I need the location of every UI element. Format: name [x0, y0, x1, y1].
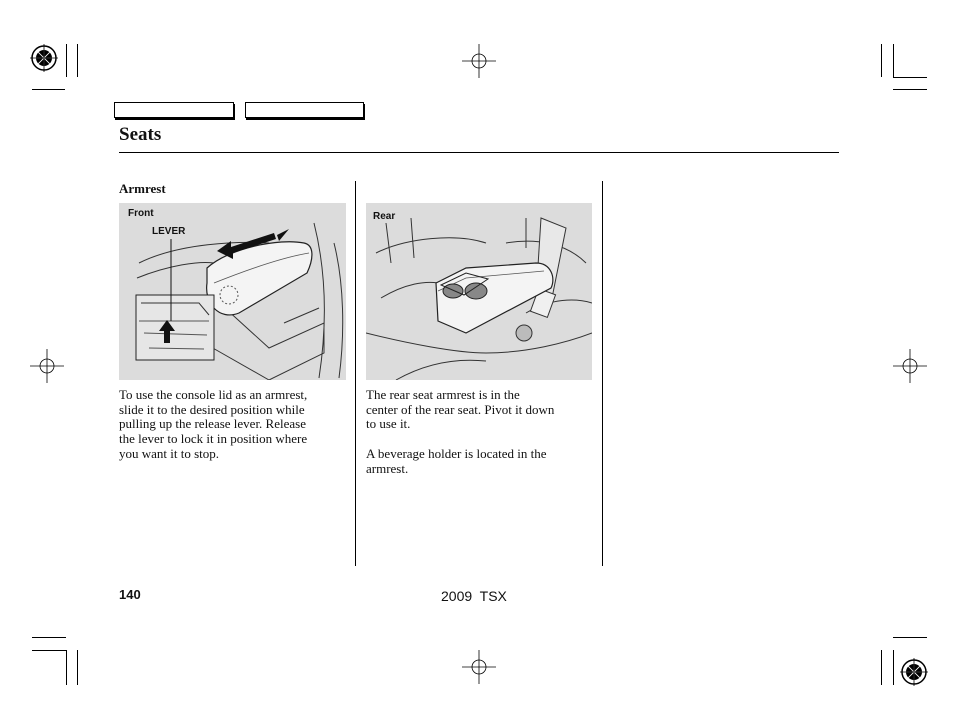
registration-mark-icon: [900, 658, 928, 686]
rear-armrest-text: [366, 388, 598, 432]
crosshair-icon: [30, 349, 64, 383]
text-line: to use it.: [366, 416, 411, 432]
crop-mark-icon: [32, 650, 66, 651]
crop-mark-icon: [77, 44, 78, 77]
text-line: you want it to stop.: [119, 445, 220, 461]
header-tab-right: [245, 102, 364, 118]
rear-armrest-figure: [366, 203, 592, 380]
header-tab-left: [114, 102, 234, 118]
crop-mark-icon: [893, 44, 894, 77]
text-line: A beverage holder is located in the: [366, 446, 547, 461]
lever-label: LEVER: [152, 226, 186, 237]
text-line: slide it to the desired position while: [119, 401, 305, 417]
crop-mark-icon: [893, 77, 927, 78]
crop-mark-icon: [881, 44, 882, 77]
page-title: Seats: [119, 124, 162, 145]
page-number: 140: [119, 587, 141, 602]
front-armrest-text: [119, 388, 349, 462]
crop-mark-icon: [881, 650, 882, 685]
text-line: armrest.: [366, 460, 409, 476]
crop-mark-icon: [893, 650, 894, 685]
crop-mark-icon: [893, 637, 927, 638]
crop-mark-icon: [893, 89, 927, 90]
beverage-holder-text: [366, 447, 598, 476]
front-armrest-figure: [119, 203, 346, 380]
rear-seat-illustration: [366, 203, 592, 380]
crop-mark-icon: [32, 89, 65, 90]
figure-label-rear: Rear: [373, 211, 396, 222]
registration-mark-icon: [30, 44, 58, 72]
crosshair-icon: [893, 349, 927, 383]
column-divider: [602, 181, 603, 566]
model-label: 2009 TSX: [441, 588, 507, 604]
crop-mark-icon: [66, 650, 67, 685]
crop-mark-icon: [66, 44, 67, 77]
crosshair-icon: [462, 44, 496, 78]
text-line: To use the console lid as an armrest,: [119, 387, 308, 402]
text-line: The rear seat armrest is in the: [366, 387, 520, 402]
figure-label-front: Front: [128, 208, 154, 219]
column-divider: [355, 181, 356, 566]
section-heading: Armrest: [119, 181, 166, 196]
crosshair-icon: [462, 650, 496, 684]
crop-mark-icon: [77, 650, 78, 685]
text-line: pulling up the release lever. Release: [119, 416, 306, 432]
text-line: the lever to lock it in position where: [119, 431, 308, 447]
text-line: center of the rear seat. Pivot it down: [366, 401, 555, 417]
crop-mark-icon: [32, 637, 66, 638]
title-rule: [119, 152, 839, 153]
